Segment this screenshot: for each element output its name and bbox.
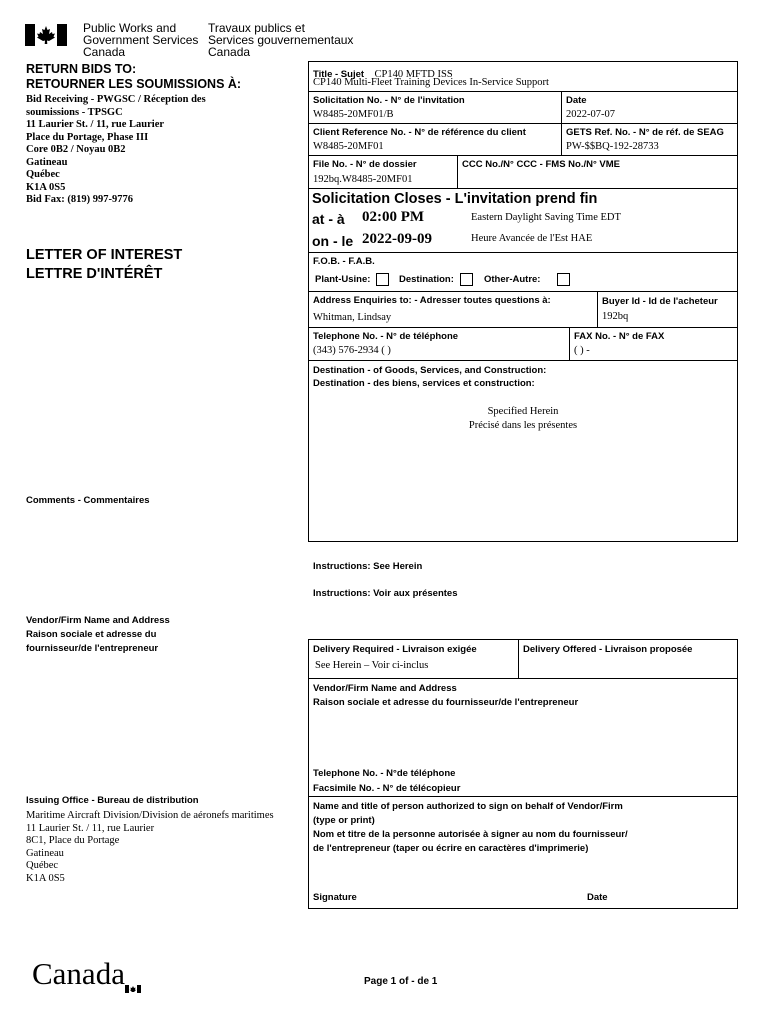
gets-label: GETS Ref. No. - N° de réf. de SEAG (566, 127, 724, 138)
letter-title-en: LETTER OF INTEREST (26, 247, 183, 263)
facsimile-text: Facsimile No. - N° de télécopieur (313, 783, 461, 794)
vendor-left-line: Vendor/Firm Name and Address (26, 615, 170, 626)
authorized-person-input-area[interactable] (312, 860, 732, 888)
authorized-person-label (313, 800, 628, 856)
vendor-left-line: Raison sociale et adresse du (26, 629, 157, 640)
issuing-line: K1A 0S5 (26, 872, 65, 884)
title-value-full: CP140 Multi-Fleet Training Devices In-Service Support (313, 77, 549, 88)
fax-label: FAX No. - N° de FAX (574, 331, 665, 342)
ccc-label: CCC No./N° CCC - FMS No./N° VME (462, 159, 621, 170)
on-value: 2022-09-09 (362, 231, 432, 247)
return-bids-title-fr: RETOURNER LES SOUMISSIONS À: (26, 77, 242, 91)
bid-fax: Bid Fax: (819) 997-9776 (26, 194, 134, 205)
auth-line: Name and title of person authorized to sign on behalf of Vendor/Firm (313, 801, 623, 812)
signature-label: Signature (313, 892, 357, 903)
issuing-line: 8C1, Place du Portage (26, 835, 120, 846)
address-line: 11 Laurier St. / 11, rue Laurier (26, 119, 165, 130)
on-timezone: Heure Avancée de l'Est HAE (471, 233, 593, 244)
destination-goods-label (313, 364, 546, 390)
department-name-fr (208, 22, 353, 58)
plant-usine-field (315, 273, 389, 286)
canada-wordmark-text: Canada (32, 956, 125, 991)
letter-title-fr: LETTRE D'INTÉRÊT (26, 266, 163, 282)
title-value: CP140 MFTD ISS (374, 69, 453, 80)
comments-label: Comments - Commentaires (26, 495, 150, 506)
at-timezone: Eastern Daylight Saving Time EDT (471, 212, 621, 223)
closes-title: Solicitation Closes - L'invitation prend fin (312, 191, 598, 207)
buyer-label: Buyer Id - Id de l'acheteur (602, 296, 718, 307)
fax-value: ( ) - (574, 345, 590, 356)
telephone-value: (343) 576-2934 ( ) (313, 345, 391, 356)
issuing-line: Gatineau (26, 847, 64, 859)
vendor-name-input-area[interactable] (312, 712, 732, 762)
letter-of-interest-title (26, 246, 182, 284)
address-enquiries-label: Address Enquiries to: - Adresser toutes questions à: (313, 295, 551, 306)
issuing-line: 11 Laurier St. / 11, rue Laurier (26, 822, 155, 834)
at-value: 02:00 PM (362, 209, 425, 225)
address-line: Core 0B2 / Noyau 0B2 (26, 144, 126, 155)
telephone2-text: Telephone No. - N°de téléphone (313, 768, 456, 779)
gets-value: PW-$$BQ-192-28733 (566, 141, 659, 152)
canada-flag-icon (25, 24, 67, 46)
solicitation-value: W8485-20MF01/B (313, 109, 394, 120)
dept-en-line: Government Services (83, 33, 199, 47)
auth-line: (type or print) (313, 815, 375, 826)
title-label: Title - Sujet (313, 69, 365, 80)
address-line: Bid Receiving - PWGSC / Réception des (26, 94, 206, 105)
page-number: Page 1 of - de 1 (364, 976, 438, 987)
delivery-offered-label: Delivery Offered - Livraison proposée (523, 644, 693, 655)
issuing-office-label: Issuing Office - Bureau de distribution (26, 795, 199, 806)
vendor-name-fr: Raison sociale et adresse du fournisseur/de l'entrepreneur (313, 697, 579, 708)
issuing-office-address (26, 810, 274, 885)
delivery-required-value: See Herein – Voir ci-inclus (315, 660, 429, 671)
issuing-line: Québec (26, 860, 59, 871)
destination-goods-en: Destination - of Goods, Services, and Construction: (313, 365, 547, 376)
return-bids-title-en: RETURN BIDS TO: (26, 62, 137, 76)
other-label: Other-Autre: (484, 274, 541, 286)
issuing-line: Maritime Aircraft Division/Division de aéronefs maritimes (26, 810, 274, 821)
fob-label: F.O.B. - F.A.B. (313, 256, 375, 267)
plant-label: Plant-Usine: (315, 274, 371, 286)
vendor-left-line: fournisseur/de l'entrepreneur (26, 643, 159, 654)
signature-date-label: Date (587, 892, 608, 903)
client-ref-value: W8485-20MF01 (313, 141, 384, 152)
dept-en-line: Canada (83, 45, 126, 59)
canada-wordmark (32, 956, 125, 992)
dept-fr-line: Travaux publics et (208, 21, 305, 35)
return-bids-address (26, 94, 206, 207)
auth-line: de l'entrepreneur (taper ou écrire en caractères d'imprimerie) (313, 843, 589, 854)
return-bids-title (26, 62, 241, 92)
destination-label: Destination: (399, 274, 454, 286)
address-line: Québec (26, 169, 60, 180)
address-enquiries-value: Whitman, Lindsay (313, 312, 392, 323)
instructions-en: Instructions: See Herein (313, 561, 423, 572)
telephone2-label (313, 766, 460, 796)
address-line: K1A 0S5 (26, 181, 66, 193)
delivery-required-label: Delivery Required - Livraison exigée (313, 644, 477, 655)
wordmark-flag-icon (125, 965, 141, 1001)
address-line: Gatineau (26, 156, 68, 168)
address-line: Place du Portage, Phase III (26, 131, 149, 143)
instructions-fr: Instructions: Voir aux présentes (313, 588, 458, 599)
destination-checkbox[interactable] (460, 273, 473, 286)
file-label: File No. - N° de dossier (313, 159, 417, 170)
file-value: 192bq.W8485-20MF01 (313, 174, 413, 185)
date-value: 2022-07-07 (566, 109, 615, 120)
on-label: on - le (312, 233, 354, 249)
client-ref-label: Client Reference No. - N° de référence du client (313, 127, 526, 138)
dept-en-line: Public Works and (83, 21, 177, 35)
vendor-left-label (26, 614, 170, 656)
other-checkbox[interactable] (557, 273, 570, 286)
buyer-value: 192bq (602, 311, 629, 322)
telephone-label: Telephone No. - N° de téléphone (313, 331, 459, 342)
solicitation-label: Solicitation No. - N° de l'invitation (313, 95, 465, 106)
other-field (484, 273, 570, 286)
date-label: Date (566, 95, 587, 106)
specified-en: Specified Herein (487, 406, 559, 417)
address-line: soumissions - TPSGC (26, 106, 123, 118)
specified-fr: Précisé dans les présentes (468, 420, 578, 431)
destination-field (399, 273, 473, 286)
dept-fr-line: Canada (208, 45, 251, 59)
specified-herein (308, 405, 738, 433)
auth-line: Nom et titre de la personne autorisée à signer au nom du fournisseur/ (313, 829, 628, 840)
destination-goods-fr: Destination - des biens, services et construction: (313, 378, 535, 389)
vendor-name-en: Vendor/Firm Name and Address (313, 683, 457, 694)
at-label: at - à (312, 211, 345, 227)
department-name-en (83, 22, 198, 58)
dept-fr-line: Services gouvernementaux (208, 33, 354, 47)
vendor-name-label (313, 682, 578, 710)
plant-checkbox[interactable] (376, 273, 389, 286)
